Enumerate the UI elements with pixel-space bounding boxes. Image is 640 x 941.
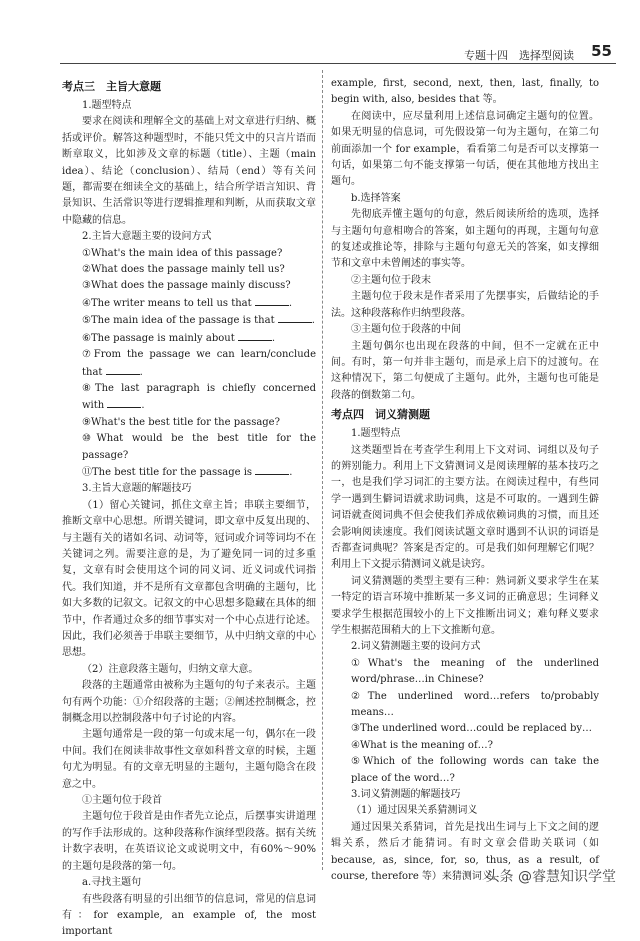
question-text: ⑤The main idea of the passage is that xyxy=(82,315,275,327)
header-rule xyxy=(60,63,616,64)
question-item: ④What is the meaning of…? xyxy=(351,739,494,751)
paragraph: 通过因果关系猜词，首先是找出生词与上下文之间的逻辑关系，然后才能猜词。有时文章会借助关联词（如 because, as, since, for, so, thus, as a result, of course, therefore 等）来猜测词义。 xyxy=(331,821,599,883)
question-item: ⑩What would be the best title for the passage? xyxy=(82,433,316,461)
left-column xyxy=(62,76,316,941)
paragraph: 段落的主题通常由被称为主题句的句子来表示。主题句有两个功能：①介绍段落的主题；②阐述控制概念，控制概念用以控制段落中句子讨论的内容。 xyxy=(62,680,316,725)
paragraph: （2）注意段落主题句，归纳文章大意。 xyxy=(82,663,259,675)
watermark-text: 头条 @睿慧知识学堂 xyxy=(485,869,616,885)
paragraph: 主题句位于段首是由作者先立论点，后摆事实讲道理的写作手法形成的。这种段落称作演绎型段落。据有关统计数字表明，在英语议论文或说明文中，有60%～90%的主题句是段落的第一句。 xyxy=(62,811,316,872)
paragraph: 先彻底弄懂主题句的句意，然后阅读所给的选项，选择与主题句句意相吻合的答案，如主题句的再现，主题句句意的复述或推论等，排除与主题句句意无关的答案，如支撑细节和文章中未曾阐述的事实等。 xyxy=(331,209,599,270)
question-item: ②What does the passage mainly tell us? xyxy=(82,264,285,276)
question-item: ⑤The main idea of the passage is that . xyxy=(62,312,316,329)
question-item: ④The writer means to tell us that . xyxy=(62,295,316,312)
answer-blank xyxy=(238,330,272,341)
question-item: ⑪The best title for the passage is . xyxy=(62,464,316,481)
answer-blank xyxy=(106,364,140,375)
paragraph: 主题句通常是一段的第一句或末尾一句，偶尔在一段中间。我们在阅读非故事性文章如科普文章的时候，主题句尤为明显。有的文章无明显的主题句，主题句隐含在段意之中。 xyxy=(62,729,316,790)
page-header xyxy=(0,0,640,64)
question-item: ③What does the passage mainly discuss? xyxy=(82,280,291,292)
question-text: ⑪The best title for the passage is xyxy=(82,466,253,478)
question-text: ⑦From the passage we can learn/conclude that xyxy=(82,349,316,378)
question-text: ⑥The passage is mainly about xyxy=(82,332,235,344)
subheading: 1.题型特点 xyxy=(82,100,132,111)
section-heading-4: 考点四 词义猜测题 xyxy=(331,408,430,422)
right-column xyxy=(331,76,599,886)
question-item: ⑥The passage is mainly about . xyxy=(62,330,316,347)
subheading: 3.主旨大意题的解题技巧 xyxy=(82,483,192,495)
question-text: ⑧The last paragraph is chiefly concerned with xyxy=(82,382,316,412)
question-item: ⑦From the passage we can learn/conclude that . xyxy=(82,349,316,378)
subheading: b.选择答案 xyxy=(351,192,401,204)
paragraph: 这类题型旨在考查学生利用上下文对词、词组以及句子的辨别能力。利用上下文猜测词义是阅读理解的基本技巧之一，也是我们学习词汇的主要方法。在阅读过程中，有些同学一遇到生僻词语就求助词典，这是不可取的。一遇到生僻词语就查阅词典不但会使我们养成依赖词典的习惯，而且还会影响阅读速度。我们阅读试题文章时遇到不认识的词语是否都查词典呢？答案是否定的。可是我们如何理解它们呢？利用上下文提示猜测词义就是诀窍。 xyxy=(331,444,599,571)
question-item: ①What's the main idea of this passage? xyxy=(82,247,283,259)
subheading: 3.词义猜测题的解题技巧 xyxy=(351,789,461,801)
paragraph: 主题句位于段末是作者采用了先摆事实，后做结论的手法。这种段落称作归纳型段落。 xyxy=(331,291,599,319)
question-item: ⑨What's the best title for the passage? xyxy=(82,416,280,428)
subheading: ②主题句位于段末 xyxy=(351,274,431,286)
question-item: ③The underlined word…could be replaced by… xyxy=(351,723,592,735)
paragraph: 词义猜测题的类型主要有三种：熟词新义要求学生在某一特定的语言环境中推断某一多义词的正确意思；生词释义要求学生根据范围较小的上下文推断出词义；难句释义要求学生根据范围稍大的上下文推断句意。 xyxy=(331,575,599,636)
paragraph: （1）留心关键词，抓住文章主旨；串联主要细节，推断文章中心思想。所谓关键词，即文章中反复出现的、与主题有关的诸如名词、动词等，冠词或介词等词均不在关键词之列。需要注意的是，为了避免同一词的过多重复，文章有时会使用这个词的同义词、近义词或代词指代。我们知道，并不是所有文章都包含明确的主题句，比如大多数的记叙文。记叙文的中心思想多隐藏在具体的细节中，作者通过众多的细节事实对一个中心点进行论述。因此，我们必须善于串联主要细节，从中归纳文章的中心思想。 xyxy=(62,499,316,659)
paragraph: 主题句偶尔也出现在段落的中间，但不一定就在正中间。有时，第一句并非主题句，而是承上启下的过渡句。在这种情况下，第二句便成了主题句。此外，主题句也可能是段落的倒数第二句。 xyxy=(331,340,599,401)
subheading: ③主题句位于段落的中间 xyxy=(351,324,461,336)
page-number: 55 xyxy=(591,42,612,60)
subheading: ①主题句位于段首 xyxy=(82,795,162,807)
question-text: ④The writer means to tell us that xyxy=(82,297,252,309)
watermark xyxy=(486,866,616,886)
paragraph: 要求在阅读和理解全文的基础上对文章进行归纳、概括或评价。解答这种题型时，不能只凭文中的只言片语而断章取义，比如涉及文章的标题（title）、主题（main idea）、结论（conclusion）、结局（end）等有关问题，都需要在细读全文的基础上，结合所学语言知识、背景知识、生活常识等进行逻辑推理和判断，从而获取文章中隐藏的信息。 xyxy=(62,116,316,226)
question-item: ②The underlined word…refers to/probably means… xyxy=(351,690,599,719)
subheading: a.寻找主题句 xyxy=(82,877,142,889)
subheading: 2.词义猜测题主要的设问方式 xyxy=(351,641,481,653)
column-divider xyxy=(322,70,323,870)
subheading: 1.题型特点 xyxy=(351,428,401,440)
answer-blank xyxy=(107,397,141,408)
question-item: ⑤Which of the following words can take the place of the word…? xyxy=(351,756,599,784)
subheading: （1）通过因果关系猜测词义 xyxy=(351,805,478,817)
question-item: ⑧The last paragraph is chiefly concerned with . xyxy=(82,382,316,412)
paragraph: 有些段落有明显的引出细节的信息词，常见的信息词有：for example, an example of, the most important xyxy=(62,893,316,938)
section-heading-3: 考点三 主旨大意题 xyxy=(62,80,161,93)
chapter-title: 专题十四 选择型阅读 xyxy=(464,49,574,62)
answer-blank xyxy=(255,464,289,475)
subheading: 2.主旨大意题主要的设问方式 xyxy=(82,231,212,243)
answer-blank xyxy=(255,295,289,306)
question-item: ①What's the meaning of the underlined word/phrase…in Chinese? xyxy=(351,657,599,686)
answer-blank xyxy=(278,312,312,323)
paragraph: example, first, second, next, then, last, finally, to begin with, also, besides that 等。 xyxy=(331,78,599,106)
paragraph: 在阅读中，应尽量利用上述信息词确定主题句的位置。如果无明显的信息词，可先假设第一句为主题句，在第二句前面添加一个 for example，看看第二句是否可以支撑第一句话，如果第二句不能支撑第一句话，便在其他地方找出主题句。 xyxy=(331,110,599,188)
